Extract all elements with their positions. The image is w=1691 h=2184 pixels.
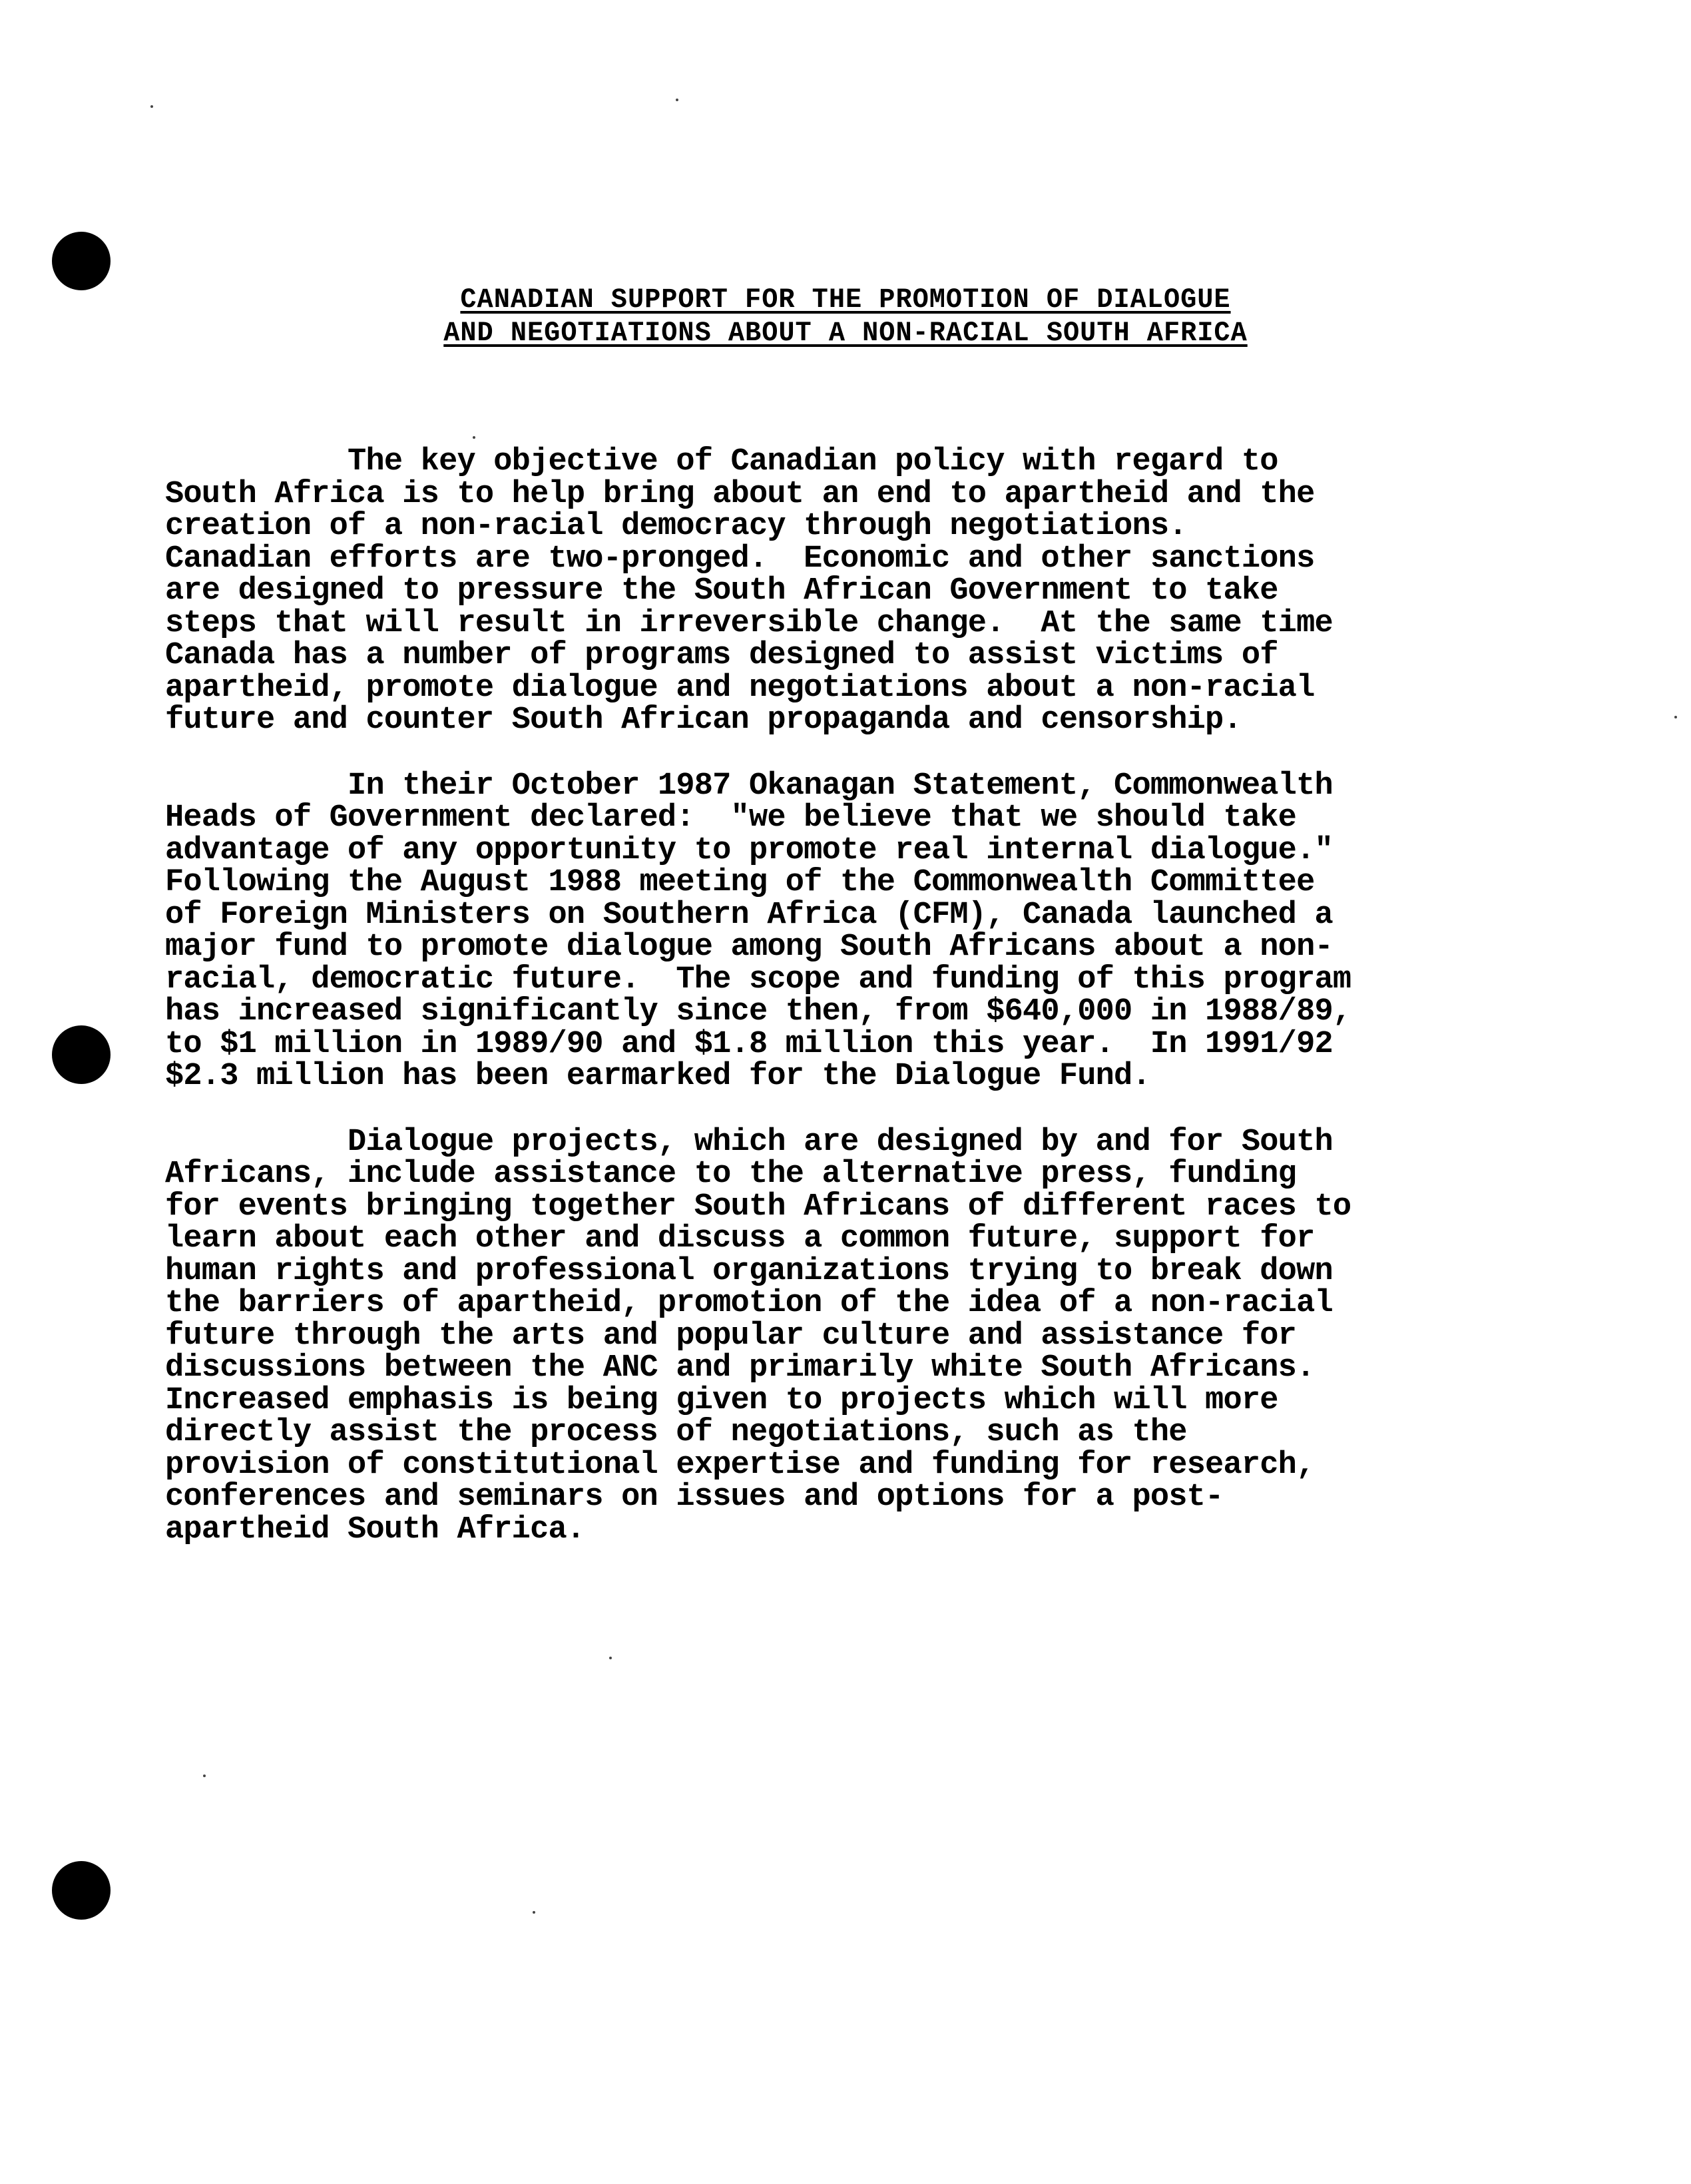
paragraph-2: [165, 770, 1497, 1093]
text-line: racial, democratic future. The scope and funding of this program: [165, 961, 1351, 997]
paragraph-1: [165, 446, 1497, 737]
text-line: Canadian efforts are two-pronged. Economic and other sanctions: [165, 541, 1315, 577]
text-line: of Foreign Ministers on Southern Africa (CFM), Canada launched a: [165, 897, 1333, 933]
text-line: major fund to promote dialogue among South Africans about a non-: [165, 930, 1333, 965]
text-line: Increased emphasis is being given to projects which will more: [165, 1382, 1278, 1418]
text-line: Following the August 1988 meeting of the Commonwealth Committee: [165, 865, 1315, 900]
text-line: for events bringing together South Africans of different races to: [165, 1189, 1351, 1225]
text-line: Canada has a number of programs designed to assist victims of: [165, 638, 1278, 673]
text-line: Dialogue projects, which are designed by and for South: [165, 1124, 1333, 1160]
scan-speck: [150, 105, 153, 108]
paragraph-3: [165, 1124, 1497, 1547]
scan-speck: [203, 1774, 206, 1777]
text-line: the barriers of apartheid, promotion of the idea of a non-racial: [165, 1286, 1333, 1321]
text-line: South Africa is to help bring about an end to apartheid and the: [165, 476, 1315, 512]
punch-hole-top: [52, 232, 111, 290]
text-line: apartheid South Africa.: [165, 1511, 585, 1547]
document-title: [0, 283, 1691, 350]
text-line: Heads of Government declared: "we believe that we should take: [165, 800, 1297, 836]
text-line: In their October 1987 Okanagan Statement, Commonwealth: [165, 768, 1333, 804]
text-line: directly assist the process of negotiations, such as the: [165, 1415, 1187, 1450]
text-line: apartheid, promote dialogue and negotiations about a non-racial: [165, 670, 1315, 706]
text-line: human rights and professional organizations trying to break down: [165, 1253, 1333, 1289]
text-line: conferences and seminars on issues and options for a post-: [165, 1480, 1224, 1515]
text-line: to $1 million in 1989/90 and $1.8 million this year. In 1991/92: [165, 1026, 1333, 1062]
text-line: steps that will result in irreversible change. At the same time: [165, 605, 1333, 641]
title-line-2: AND NEGOTIATIONS ABOUT A NON-RACIAL SOUTH AFRICA: [443, 317, 1248, 349]
scan-speck: [676, 99, 678, 101]
scan-speck: [609, 1657, 612, 1659]
punch-hole-bottom: [52, 1861, 111, 1920]
scan-speck: [533, 1911, 535, 1914]
text-line: advantage of any opportunity to promote real internal dialogue.": [165, 832, 1333, 868]
text-line: creation of a non-racial democracy through negotiations.: [165, 509, 1187, 544]
punch-hole-middle: [52, 1025, 111, 1084]
text-line: are designed to pressure the South African Government to take: [165, 573, 1278, 609]
text-line: discussions between the ANC and primarily white South Africans.: [165, 1350, 1315, 1386]
text-line: provision of constitutional expertise and funding for research,: [165, 1447, 1315, 1483]
text-line: Africans, include assistance to the alternative press, funding: [165, 1157, 1297, 1192]
text-line: $2.3 million has been earmarked for the Dialogue Fund.: [165, 1059, 1150, 1094]
title-line-1: CANADIAN SUPPORT FOR THE PROMOTION OF DIALOGUE: [460, 284, 1231, 316]
document-body: [165, 446, 1497, 1579]
text-line: future and counter South African propaganda and censorship.: [165, 702, 1242, 738]
text-line: learn about each other and discuss a common future, support for: [165, 1221, 1315, 1256]
text-line: has increased significantly since then, from $640,000 in 1988/89,: [165, 994, 1351, 1029]
text-line: future through the arts and popular culture and assistance for: [165, 1318, 1297, 1354]
text-line: The key objective of Canadian policy with regard to: [165, 444, 1278, 479]
scan-speck: [473, 436, 475, 439]
scan-speck: [1674, 716, 1677, 718]
